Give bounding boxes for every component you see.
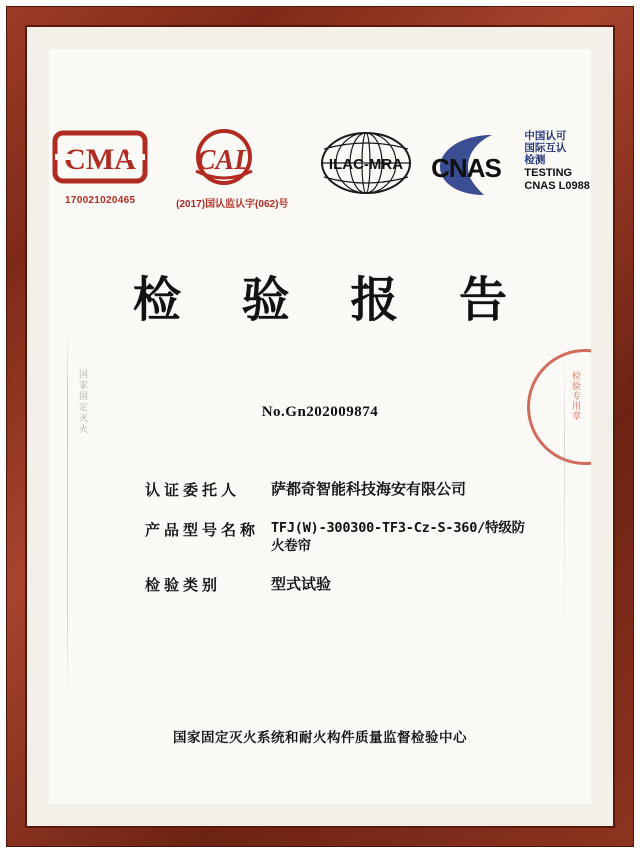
cnas-text-block <box>524 129 589 192</box>
cnas-line-4: TESTING <box>524 167 573 180</box>
svg-text:CAL: CAL <box>196 145 252 176</box>
cnas-line-2: 国际互认 <box>524 141 567 154</box>
svg-text:ILAC-MRA: ILAC-MRA <box>329 156 404 173</box>
cma-icon <box>50 127 150 189</box>
issuing-authority: 国家固定灭火系统和耐火构件质量监督检验中心 <box>173 730 467 746</box>
field-row <box>145 574 531 595</box>
cma-code-text: 170021020465 <box>64 195 136 206</box>
cma-logo-block <box>50 127 150 206</box>
report-number: No.Gn202009874 <box>261 404 379 420</box>
cal-logo-block <box>176 127 288 210</box>
cnas-line-3: 检测 <box>524 153 546 166</box>
field-row <box>145 479 531 500</box>
cnas-line-5: CNAS L0988 <box>524 179 590 192</box>
ilac-mra-icon <box>314 129 418 201</box>
field-row <box>145 519 531 555</box>
seal-arc-text: 检验专用章 <box>571 371 581 421</box>
field-label-client: 认证委托人 <box>145 481 241 499</box>
fields-section <box>145 479 531 614</box>
field-label-product-model: 产品型号名称 <box>145 521 260 539</box>
field-value-inspection-type: 型式试验 <box>271 575 332 594</box>
svg-text:CNAS: CNAS <box>431 153 502 183</box>
cal-icon <box>176 127 272 189</box>
frame-border <box>6 6 634 847</box>
frame-inner-border <box>25 25 615 828</box>
accreditation-logos <box>49 127 591 210</box>
svg-text:CMA: CMA <box>64 143 136 176</box>
field-label-inspection-type: 检验类别 <box>145 576 222 595</box>
cal-code-text: (2017)国认监认字(062)号 <box>176 199 289 210</box>
cnas-logo-block <box>314 129 589 201</box>
cnas-icon <box>406 129 522 201</box>
field-value-client: 萨都奇智能科技海安有限公司 <box>271 480 467 498</box>
left-side-mark: 国家固定灭火 <box>78 369 88 435</box>
page-title: 检 验 报 告 <box>132 272 530 328</box>
field-value-product-model: TFJ(W)-300300-TF3-Cz-S-360/特级防火卷帘 <box>271 520 525 555</box>
cnas-line-1: 中国认可 <box>524 130 567 142</box>
certificate-paper <box>49 49 591 804</box>
